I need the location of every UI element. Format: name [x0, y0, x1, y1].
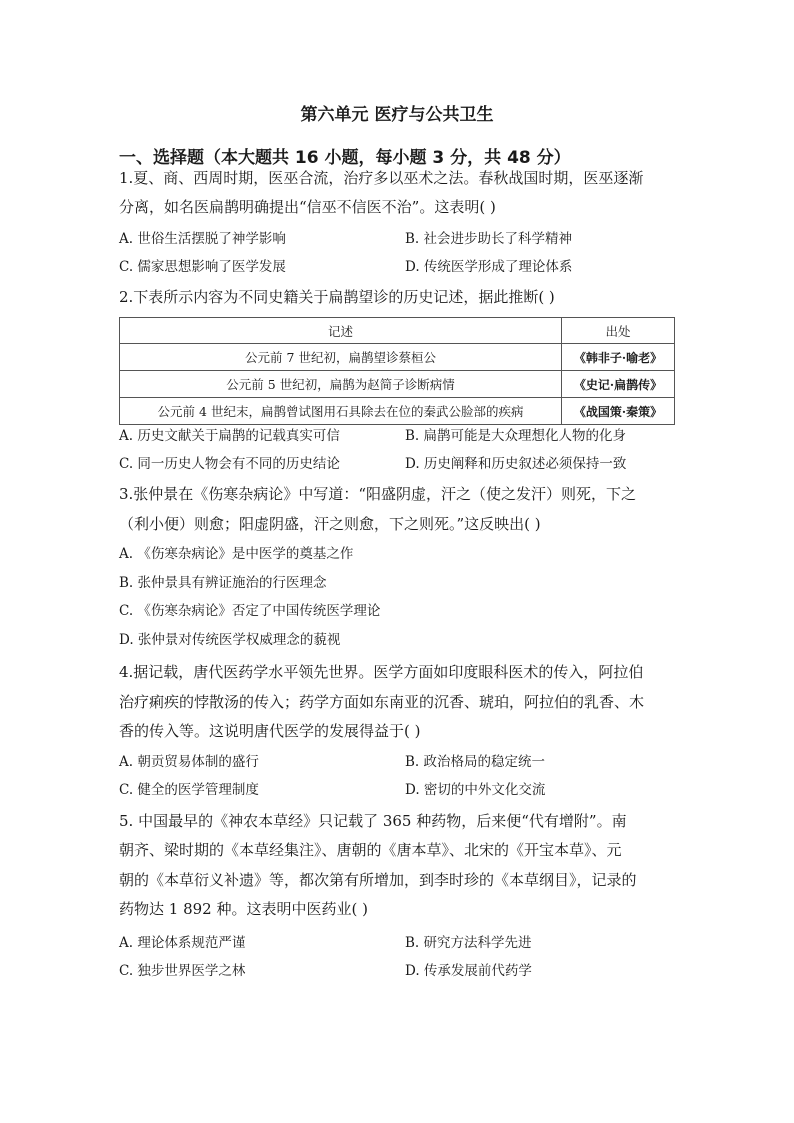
q1-option-c: C. 儒家思想影响了医学发展: [119, 259, 286, 275]
table-row: [120, 371, 675, 398]
q5-option-d: D. 传承发展前代药学: [405, 963, 532, 979]
q2-option-b: B. 扁鹊可能是大众理想化人物的化身: [405, 428, 627, 444]
q4-stem-line1: 4.据记载，唐代医药学水平领先世界。医学方面如印度眼科医术的传入，阿拉伯: [119, 663, 644, 681]
table-header-row: [120, 318, 675, 344]
q2-option-c: C. 同一历史人物会有不同的历史结论: [119, 456, 340, 472]
table-row: [120, 344, 675, 371]
q5-stem-line3: 朝的《本草衍义补遗》等，都次第有所增加，到李时珍的《本草纲目》，记录的: [119, 871, 637, 889]
q5-stem-line2: 朝齐、梁时期的《本草经集注》、唐朝的《唐本草》、北宋的《开宝本草》、元: [119, 841, 622, 859]
section-heading: 一、选择题（本大题共 16 小题，每小题 3 分，共 48 分）: [119, 148, 571, 168]
q2-option-a: A. 历史文献关于扁鹊的记载真实可信: [119, 428, 340, 444]
table-cell: 公元前 7 世纪初，扁鹊望诊蔡桓公: [120, 344, 562, 371]
table-cell: 公元前 4 世纪末，扁鹊曾试图用石具除去在位的秦武公脸部的疾病: [120, 398, 562, 425]
page-title: 第六单元 医疗与公共卫生: [300, 105, 494, 125]
q3-option-a: A. 《伤寒杂病论》是中医学的奠基之作: [119, 546, 354, 562]
q4-stem-line2: 治疗痢疾的悖散汤的传入；药学方面如东南亚的沉香、琥珀，阿拉伯的乳香、木: [119, 693, 645, 711]
q4-option-b: B. 政治格局的稳定统一: [405, 754, 546, 770]
q3-option-d: D. 张仲景对传统医学权威理念的藐视: [119, 632, 341, 648]
q2-option-d: D. 历史阐释和历史叙述必须保持一致: [405, 456, 627, 472]
table-cell: 《韩非子·喻老》: [562, 344, 675, 371]
table-cell: 《史记·扁鹊传》: [562, 371, 675, 398]
q5-stem-line1: 5. 中国最早的《神农本草经》只记载了 365 种药物，后来便“代有增附”。南: [119, 812, 627, 830]
table-cell: 公元前 5 世纪初，扁鹊为赵简子诊断病情: [120, 371, 562, 398]
table-header-cell: 记述: [120, 318, 562, 344]
q4-option-d: D. 密切的中外文化交流: [405, 782, 546, 798]
q5-option-c: C. 独步世界医学之林: [119, 963, 246, 979]
q4-stem-line3: 香的传入等。这说明唐代医学的发展得益于( ): [119, 722, 421, 740]
q3-stem-line2: （利小便）则愈；阳虚阴盛，汗之则愈，下之则死。”这反映出( ): [119, 515, 541, 533]
table-cell: 《战国策·秦策》: [562, 398, 675, 425]
q1-option-d: D. 传统医学形成了理论体系: [405, 259, 573, 275]
q1-stem-line1: 1.夏、商、西周时期，医巫合流，治疗多以巫术之法。春秋战国时期，医巫逐渐: [119, 169, 644, 187]
table-row: [120, 398, 675, 425]
q5-option-a: A. 理论体系规范严谨: [119, 935, 246, 951]
q4-option-c: C. 健全的医学管理制度: [119, 782, 259, 798]
q3-stem-line1: 3.张仲景在《伤寒杂病论》中写道：“阳盛阴虚，汗之（使之发汗）则死，下之: [119, 485, 636, 503]
q5-stem-line4: 药物达 1 892 种。这表明中医药业( ): [119, 900, 368, 918]
q1-stem-line2: 分离，如名医扁鹊明确提出“信巫不信医不治”。这表明( ): [119, 198, 496, 216]
q3-option-c: C. 《伤寒杂病论》否定了中国传统医学理论: [119, 603, 381, 619]
q2-source-table: [119, 317, 675, 425]
q3-option-b: B. 张仲景具有辨证施治的行医理念: [119, 575, 327, 591]
q1-option-a: A. 世俗生活摆脱了神学影响: [119, 231, 286, 247]
q4-option-a: A. 朝贡贸易体制的盛行: [119, 754, 259, 770]
q5-option-b: B. 研究方法科学先进: [405, 935, 532, 951]
q2-stem-line1: 2.下表所示内容为不同史籍关于扁鹊望诊的历史记述，据此推断( ): [119, 288, 555, 306]
table-header-cell: 出处: [562, 318, 675, 344]
q1-option-b: B. 社会进步助长了科学精神: [405, 231, 573, 247]
